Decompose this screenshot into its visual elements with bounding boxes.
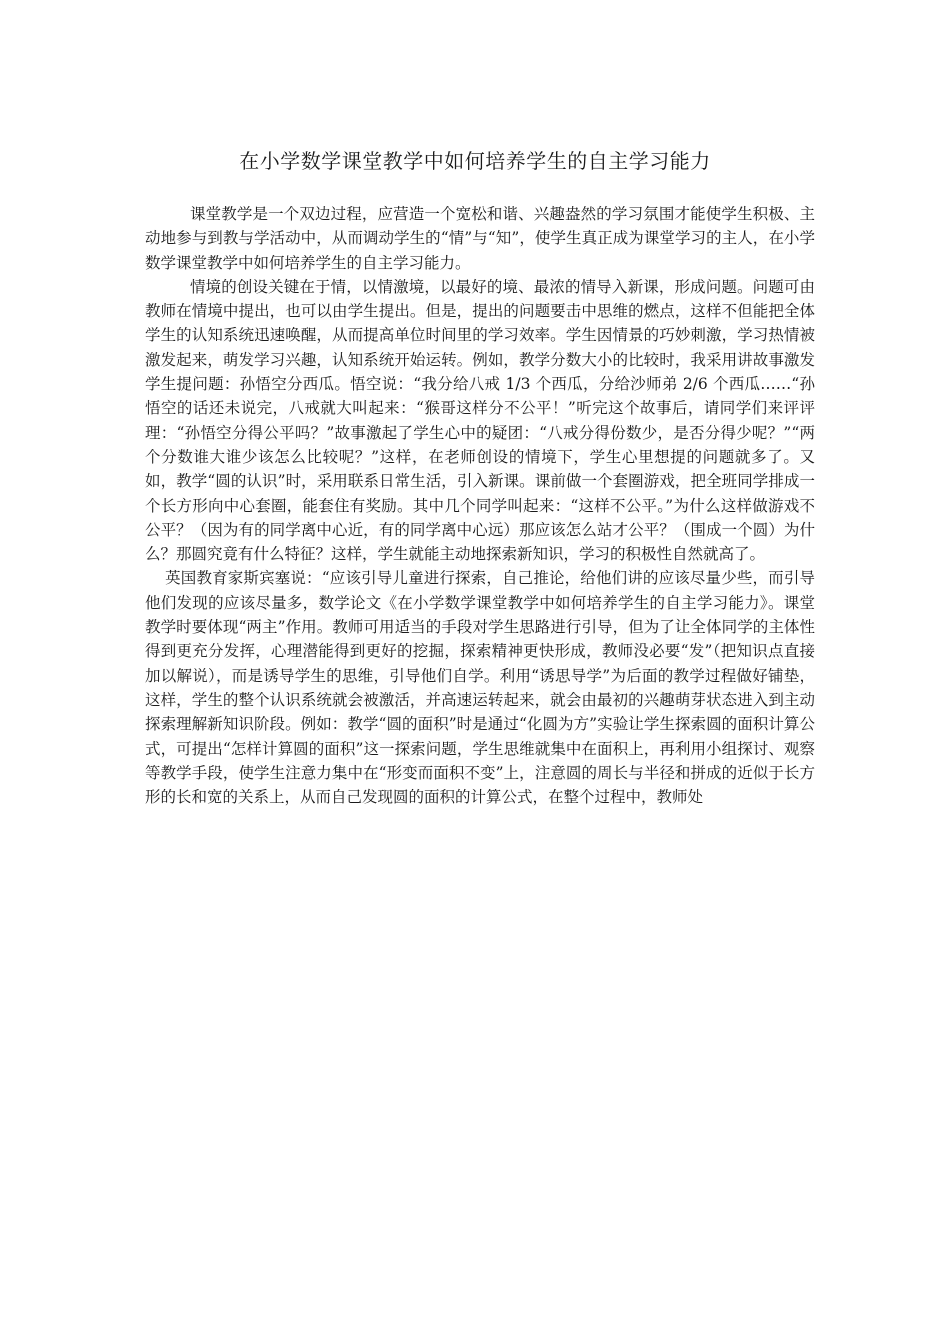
- paragraph-intro: 课堂教学是一个双边过程，应营造一个宽松和谐、兴趣盎然的学习氛围才能使学生积极、主动地参与到教与学活动中，从而调动学生的“情”与“知”，使学生真正成为课堂学习的主人，在小学数学课堂教学中如何培养学生的自主学习能力。: [145, 205, 815, 272]
- document-title: 在小学数学课堂教学中如何培养学生的自主学习能力: [239, 149, 711, 173]
- paragraph-situation: 情境的创设关键在于情，以情激境，以最好的境、最浓的情导入新课，形成问题。问题可由教师在情境中提出，也可以由学生提出。但是，提出的问题要击中思维的燃点，这样不但能把全体学生的认知系统迅速唤醒，从而提高单位时间里的学习效率。学生因情景的巧妙刺激，学习热情被激发起来，萌发学习兴趣，认知系统开始运转。例如，教学分数大小的比较时，我采用讲故事激发学生提问题：孙悟空分西瓜。悟空说：“我分给八戒 1/3 个西瓜，分给沙师弟 2/6 个西瓜……“孙悟空的话还未说完，八戒就大叫起来：“猴哥这样分不公平！”听完这个故事后，请同学们来评评理：“孙悟空分得公平吗？”故事激起了学生心中的疑团：“八戒分得份数少，是否分得少呢？”“两个分数谁大谁少该怎么比较呢？”这样，在老师创设的情境下，学生心里想提的问题就多了。又如，教学“圆的认识”时，采用联系日常生活，引入新课。课前做一个套圈游戏，把全班同学排成一个长方形向中心套圈，能套住有奖励。其中几个同学叫起来：“这样不公平。”为什么这样做游戏不公平？（因为有的同学离中心近，有的同学离中心远）那应该怎么站才公平？（围成一个圆）为什么？那圆究竟有什么特征？这样，学生就能主动地探索新知识，学习的积极性自然就高了。: [145, 277, 815, 564]
- document-body: [145, 202, 815, 809]
- paragraph-guidance: 英国教育家斯宾塞说：“应该引导儿童进行探索，自己推论，给他们讲的应该尽量少些，而引导他们发现的应该尽量多，数学论文《在小学数学课堂教学中如何培养学生的自主学习能力》。课堂教学时要体现“两主”作用。教师可用适当的手段对学生思路进行引导，但为了让全体同学的主体性得到更充分发挥，心理潜能得到更好的挖掘，探索精神更快形成，教师没必要“发”（把知识点直接加以解说），而是诱导学生的思维，引导他们自学。利用“诱思导学”为后面的教学过程做好铺垫，这样，学生的整个认识系统就会被激活，并高速运转起来，就会由最初的兴趣萌芽状态进入到主动探索理解新知识阶段。例如：教学“圆的面积”时是通过“化圆为方”实验让学生探索圆的面积计算公式，可提出“怎样计算圆的面积”这一探索问题，学生思维就集中在面积上，再利用小组探讨、观察等教学手段，使学生注意力集中在“形变而面积不变”上，注意圆的周长与半径和拼成的近似于长方形的长和宽的关系上，从而自己发现圆的面积的计算公式，在整个过程中，教师处: [145, 569, 815, 807]
